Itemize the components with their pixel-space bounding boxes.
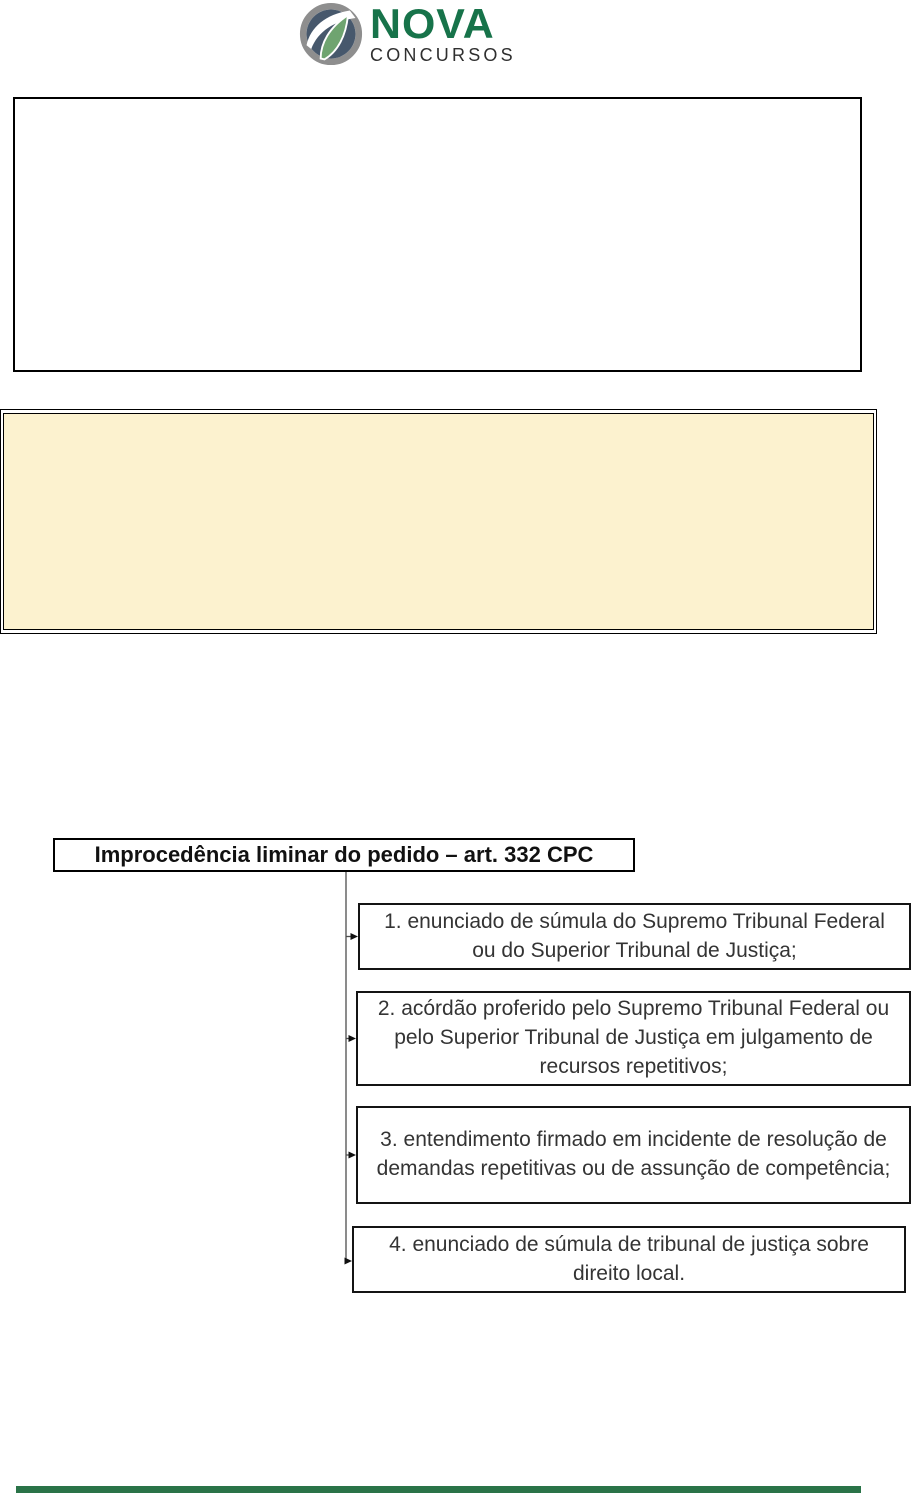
flowchart-item-1: 1. enunciado de súmula do Supremo Tribunal Federal ou do Superior Tribunal de Justiça; [358, 903, 911, 970]
logo-wordmark-nova: NOVA [370, 0, 495, 47]
arrowhead-icon [349, 1035, 357, 1042]
flowchart-item-4: 4. enunciado de súmula de tribunal de justiça sobre direito local. [352, 1226, 906, 1293]
arrowhead-icon [345, 1258, 353, 1265]
flowchart-title: Improcedência liminar do pedido – art. 332 CPC [94, 842, 594, 867]
logo-wordmark-concursos: CONCURSOS [370, 44, 516, 65]
flowchart-item-3: 3. entendimento firmado em incidente de resolução de demandas repetitivas ou de assunção de competência; [356, 1106, 911, 1204]
footer-divider-bar [16, 1486, 861, 1493]
content-placeholder-box [13, 97, 862, 372]
flowchart-item-2: 2. acórdão proferido pelo Supremo Tribunal Federal ou pelo Superior Tribunal de Justiça em julgamento de recursos repetitivos; [356, 991, 911, 1086]
logo-wordmark [370, 0, 516, 65]
flowchart-title-box [53, 838, 635, 872]
arrowhead-icon [351, 933, 359, 940]
highlight-note-frame [0, 409, 877, 634]
nova-logo-icon [299, 2, 363, 66]
nova-concursos-logo [299, 2, 516, 66]
arrowhead-icon [349, 1152, 357, 1159]
highlight-note-box [3, 413, 874, 630]
